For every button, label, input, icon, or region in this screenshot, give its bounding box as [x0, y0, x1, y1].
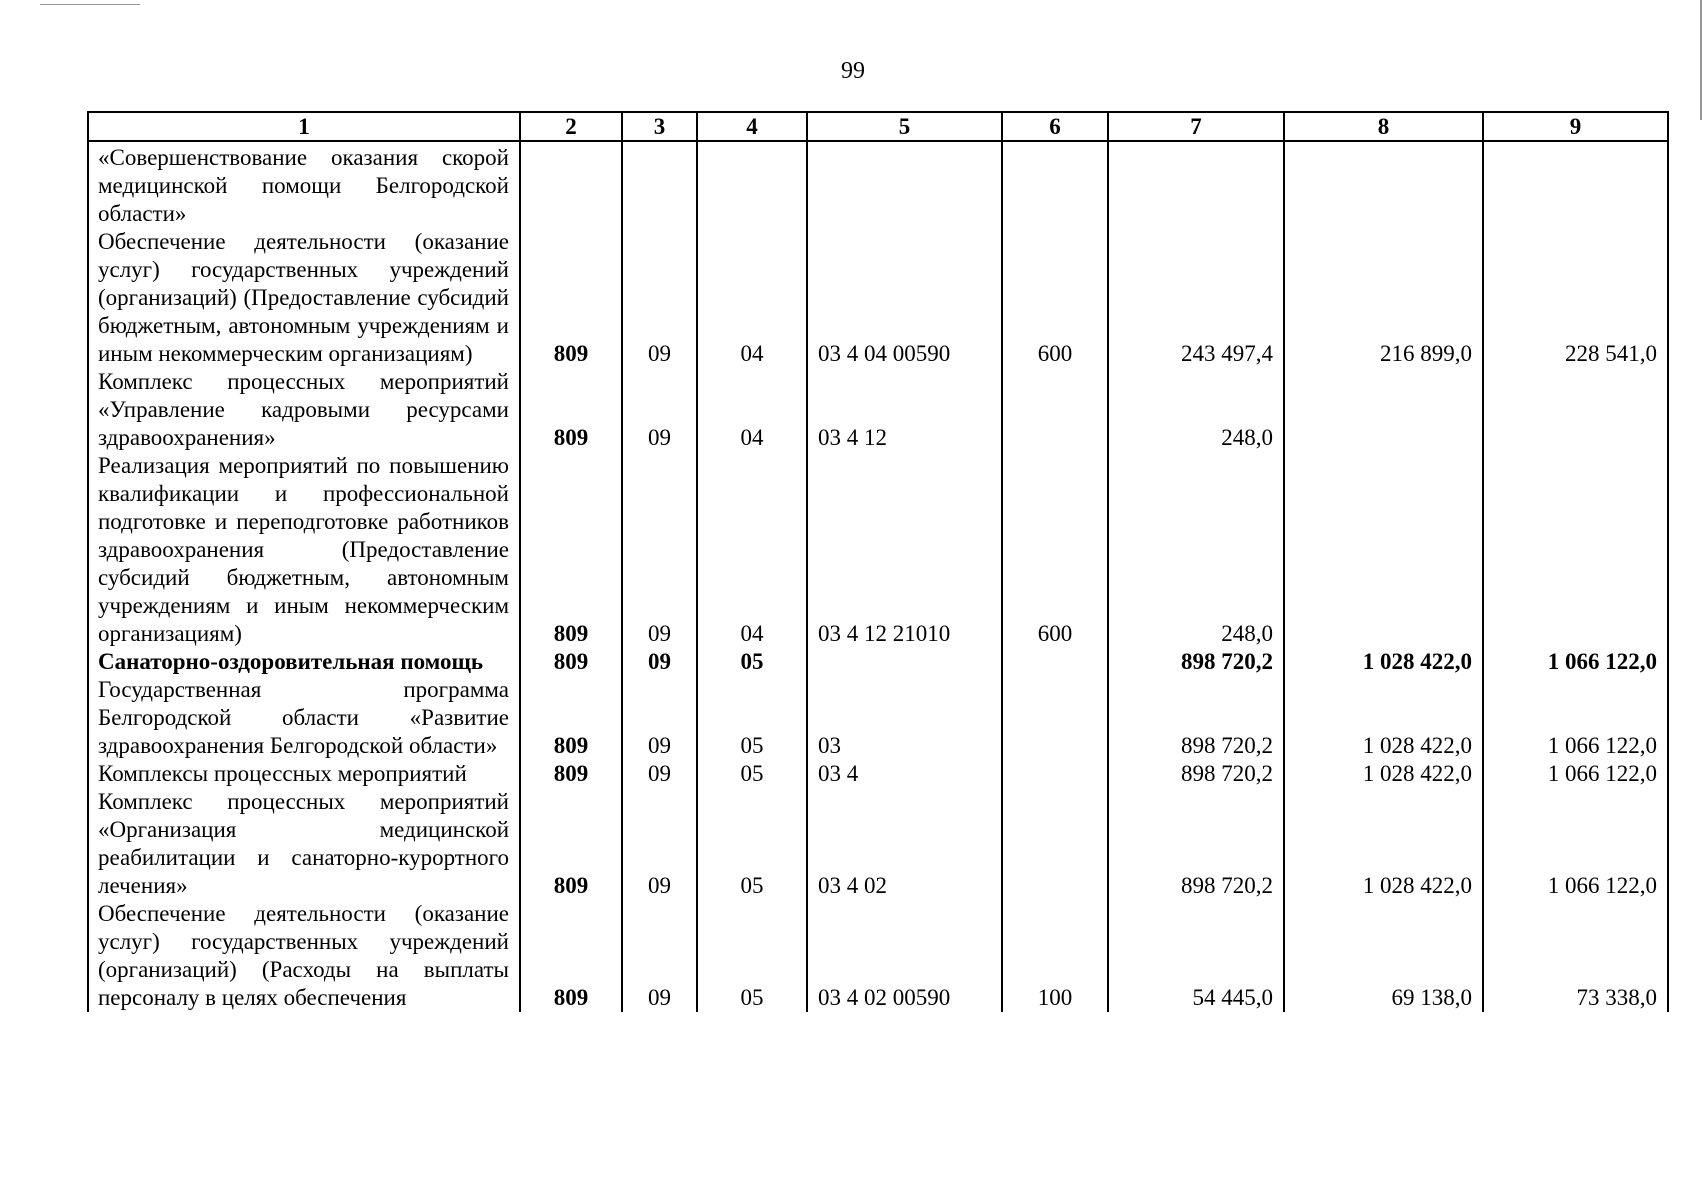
cell-col-7: 898 720,2 [1108, 760, 1284, 788]
cell-col-7: 248,0 [1108, 452, 1284, 648]
cell-col-8: 69 138,0 [1284, 900, 1483, 1012]
row-name: Санаторно-оздоровительная помощь [88, 648, 520, 676]
cell-col-2 [520, 141, 622, 228]
table-row [88, 141, 1668, 228]
cell-col-5: 03 4 [807, 760, 1002, 788]
cell-col-2: 809 [520, 368, 622, 452]
cell-col-3: 09 [622, 676, 697, 760]
cell-col-8: 1 028 422,0 [1284, 788, 1483, 900]
cell-col-7: 898 720,2 [1108, 788, 1284, 900]
cell-col-7: 54 445,0 [1108, 900, 1284, 1012]
cell-col-3: 09 [622, 368, 697, 452]
header-col-5: 5 [807, 112, 1002, 141]
cell-col-9: 228 541,0 [1483, 228, 1668, 368]
cell-col-9 [1483, 141, 1668, 228]
table-row-section [88, 648, 1668, 676]
cell-col-9: 1 066 122,0 [1483, 648, 1668, 676]
cell-col-7: 898 720,2 [1108, 676, 1284, 760]
cell-col-6 [1002, 368, 1108, 452]
cell-col-6 [1002, 788, 1108, 900]
cell-col-2: 809 [520, 788, 622, 900]
budget-table [87, 111, 1669, 1012]
cell-col-2: 809 [520, 648, 622, 676]
table-row [88, 760, 1668, 788]
cell-col-8 [1284, 141, 1483, 228]
cell-col-8 [1284, 368, 1483, 452]
cell-col-4: 05 [697, 676, 807, 760]
scan-mark-top-left [40, 4, 140, 5]
cell-col-8: 1 028 422,0 [1284, 760, 1483, 788]
cell-col-3: 09 [622, 452, 697, 648]
header-col-4: 4 [697, 112, 807, 141]
cell-col-5 [807, 648, 1002, 676]
header-col-3: 3 [622, 112, 697, 141]
cell-col-7: 243 497,4 [1108, 228, 1284, 368]
cell-col-5: 03 4 12 [807, 368, 1002, 452]
cell-col-4: 05 [697, 900, 807, 1012]
row-name: «Совершенствование оказания скорой медицинской помощи Белгородской области» [88, 141, 520, 228]
cell-col-8: 1 028 422,0 [1284, 676, 1483, 760]
table-row [88, 228, 1668, 368]
row-name: Реализация мероприятий по повышению квалификации и профессиональной подготовке и переподготовке работников здравоохранения (Предоставление субсидий бюджетным, автономным учреждениям и иным некоммерческим организациям) [88, 452, 520, 648]
cell-col-3: 09 [622, 228, 697, 368]
cell-col-3: 09 [622, 648, 697, 676]
cell-col-6 [1002, 141, 1108, 228]
cell-col-6: 600 [1002, 452, 1108, 648]
cell-col-2: 809 [520, 900, 622, 1012]
cell-col-7 [1108, 141, 1284, 228]
cell-col-4: 04 [697, 452, 807, 648]
table-row [88, 788, 1668, 900]
cell-col-3 [622, 141, 697, 228]
header-row [88, 112, 1668, 141]
table-row [88, 368, 1668, 452]
cell-col-4: 05 [697, 760, 807, 788]
cell-col-6: 600 [1002, 228, 1108, 368]
cell-col-6: 100 [1002, 900, 1108, 1012]
cell-col-5: 03 4 04 00590 [807, 228, 1002, 368]
cell-col-4: 04 [697, 368, 807, 452]
cell-col-5 [807, 141, 1002, 228]
header-col-7: 7 [1108, 112, 1284, 141]
row-name: Комплекс процессных мероприятий «Управление кадровыми ресурсами здравоохранения» [88, 368, 520, 452]
cell-col-4: 05 [697, 648, 807, 676]
cell-col-7: 248,0 [1108, 368, 1284, 452]
header-col-8: 8 [1284, 112, 1483, 141]
header-col-6: 6 [1002, 112, 1108, 141]
row-name: Комплексы процессных мероприятий [88, 760, 520, 788]
cell-col-2: 809 [520, 760, 622, 788]
cell-col-8: 216 899,0 [1284, 228, 1483, 368]
cell-col-9: 1 066 122,0 [1483, 788, 1668, 900]
cell-col-6 [1002, 676, 1108, 760]
cell-col-8 [1284, 452, 1483, 648]
cell-col-9: 1 066 122,0 [1483, 676, 1668, 760]
cell-col-9 [1483, 368, 1668, 452]
cell-col-7: 898 720,2 [1108, 648, 1284, 676]
scan-mark-right-edge [1700, 0, 1702, 120]
cell-col-9 [1483, 452, 1668, 648]
header-col-9: 9 [1483, 112, 1668, 141]
table-row [88, 452, 1668, 648]
row-name: Комплекс процессных мероприятий «Организация медицинской реабилитации и санаторно-курортного лечения» [88, 788, 520, 900]
cell-col-5: 03 4 12 21010 [807, 452, 1002, 648]
cell-col-2: 809 [520, 452, 622, 648]
cell-col-9: 73 338,0 [1483, 900, 1668, 1012]
cell-col-3: 09 [622, 900, 697, 1012]
header-col-1: 1 [88, 112, 520, 141]
cell-col-4: 05 [697, 788, 807, 900]
cell-col-2: 809 [520, 676, 622, 760]
cell-col-4 [697, 141, 807, 228]
cell-col-5: 03 4 02 [807, 788, 1002, 900]
cell-col-6 [1002, 648, 1108, 676]
row-name: Государственная программа Белгородской области «Развитие здравоохранения Белгородской области» [88, 676, 520, 760]
cell-col-4: 04 [697, 228, 807, 368]
cell-col-3: 09 [622, 760, 697, 788]
header-col-2: 2 [520, 112, 622, 141]
row-name: Обеспечение деятельности (оказание услуг) государственных учреждений (организаций) (Предоставление субсидий бюджетным, автономным учреждениям и иным некоммерческим организациям) [88, 228, 520, 368]
cell-col-6 [1002, 760, 1108, 788]
table-row [88, 676, 1668, 760]
cell-col-3: 09 [622, 788, 697, 900]
cell-col-5: 03 [807, 676, 1002, 760]
cell-col-9: 1 066 122,0 [1483, 760, 1668, 788]
page-number: 99 [841, 58, 865, 84]
cell-col-5: 03 4 02 00590 [807, 900, 1002, 1012]
cell-col-2: 809 [520, 228, 622, 368]
row-name: Обеспечение деятельности (оказание услуг) государственных учреждений (организаций) (Расходы на выплаты персоналу в целях обеспечения [88, 900, 520, 1012]
cell-col-8: 1 028 422,0 [1284, 648, 1483, 676]
table-row [88, 900, 1668, 1012]
